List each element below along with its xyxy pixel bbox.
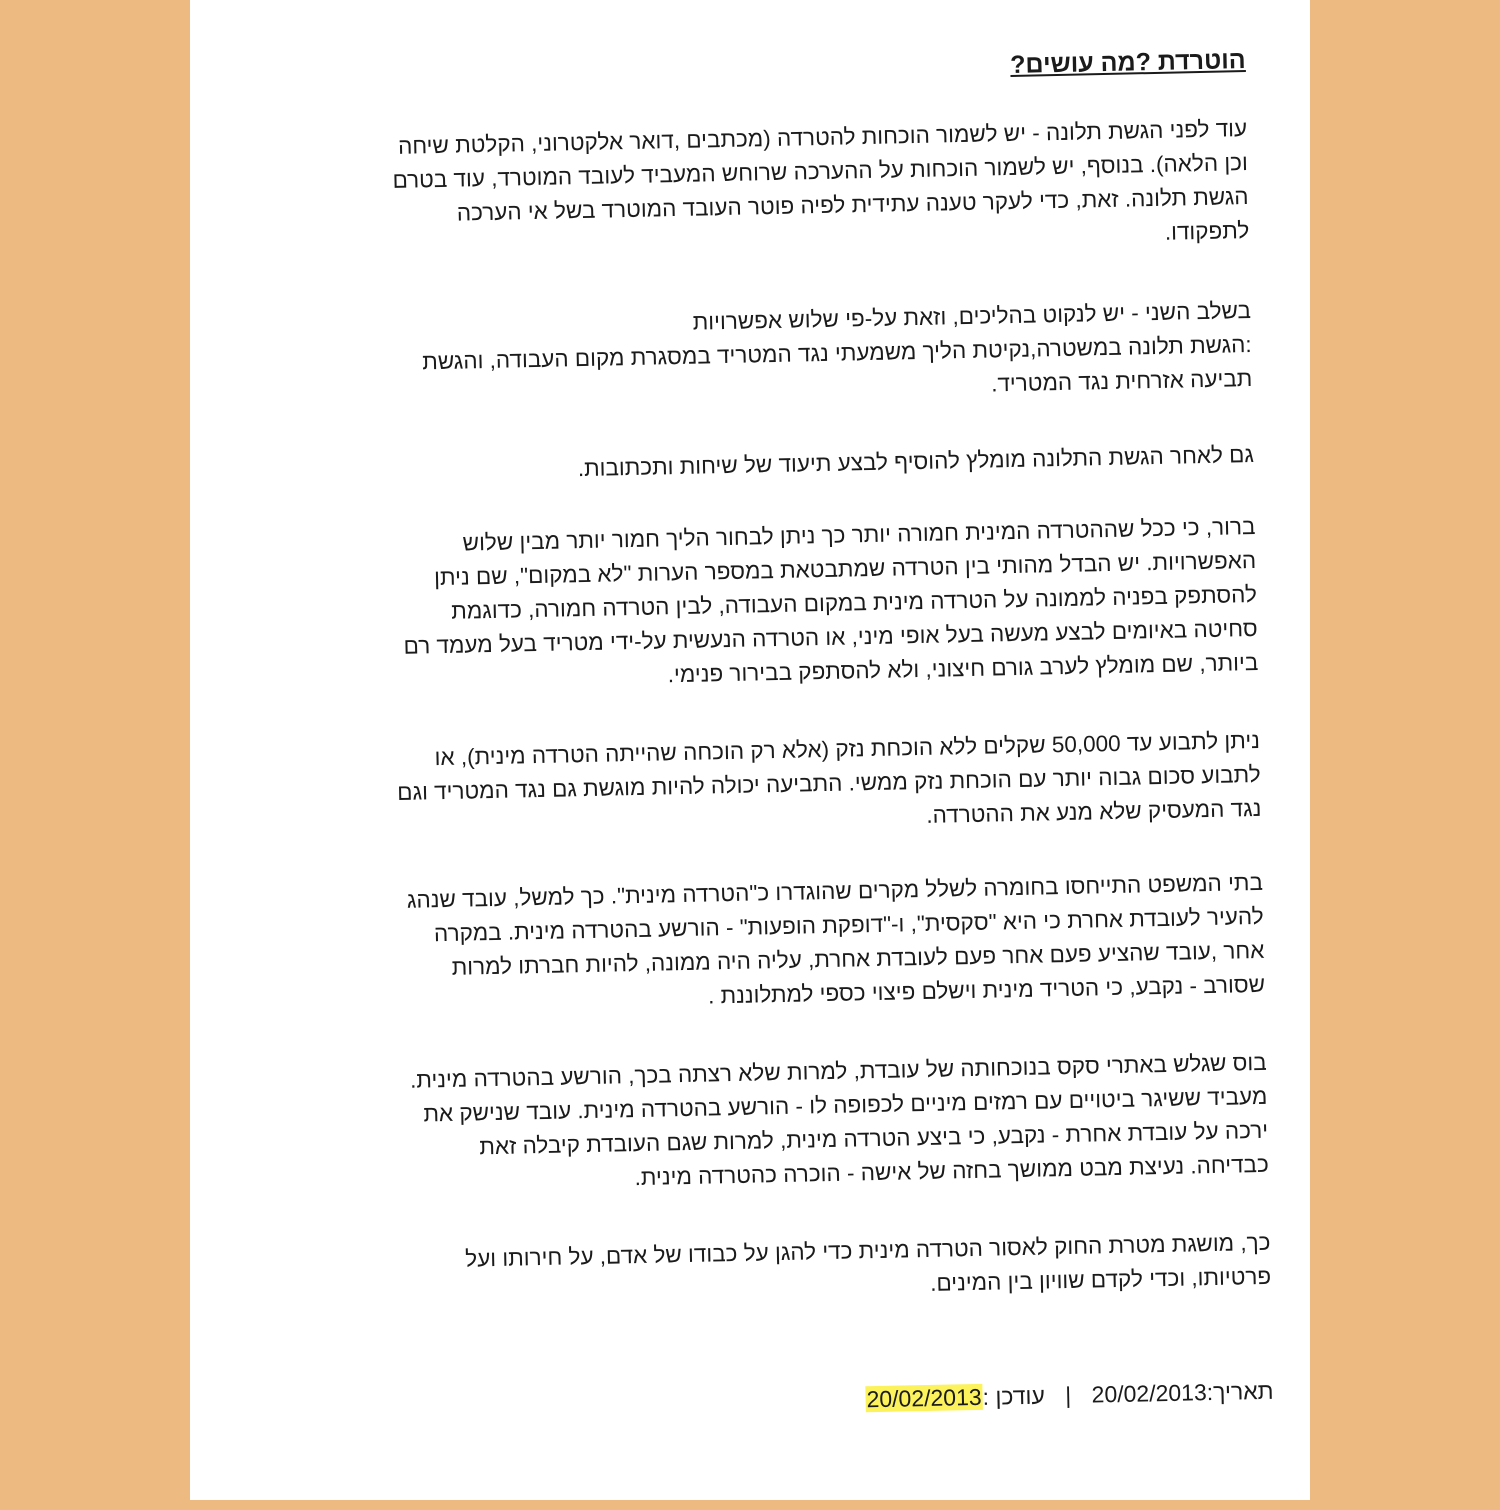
text-line: הגשת תלונה. זאת, כדי לעקר טענה עתידית לפיה פוטר העובד המוטרד בשל אי הערכה: [456, 184, 1249, 226]
text-line: אחר ,עובד שהציע פעם אחר פעם לעובדת אחרת, עליה היה ממונה, להיות חברתו למרות: [451, 937, 1265, 980]
document-title: הוטרדת ?מה עושים?: [1009, 46, 1246, 79]
date-value: 20/02/2013: [1091, 1379, 1208, 1408]
text-line: להעיר לעובדת אחרת כי היא "סקסית", ו-"דופקת הופעות" - הורשע בהטרדה מינית. במקרה: [433, 903, 1264, 947]
text-line: להסתפק בפניה לממונה על הטרדה מינית במקום העבודה, לבין הטרדה חמורה, כדוגמת: [451, 581, 1258, 624]
text-line: בתי המשפט התייחסו בחומרה לשלל מקרים שהוגדרו כ"הטרדה מינית". כך למשל, עובד שנהג: [406, 869, 1264, 913]
date-separator: |: [1064, 1381, 1072, 1409]
text-line: ברור, כי ככל שההטרדה המינית חמורה יותר כך ניתן לבחור הליך חמור יותר מבין שלוש: [462, 513, 1256, 556]
text-line: בשלב השני - יש לנקוט בהליכים, וזאת על-פי שלוש אפשרויות: [692, 297, 1252, 335]
text-line: :הגשת תלונה במשטרה,נקיטת הליך משמעתי נגד המטריד במסגרת מקום העבודה, והגשת: [422, 331, 1252, 375]
text-line: פרטיותו, וכדי לקדם שוויון בין המינים.: [929, 1263, 1272, 1296]
paragraph-court-cases: [407, 866, 1266, 1020]
text-line: ביותר, שם מומלץ לערב גורם חיצוני, ולא להסתפק בבירור פנימי.: [667, 649, 1259, 688]
paragraph-compensation: [396, 724, 1261, 844]
text-line: סחיטה באיומים לבצע מעשה בעל אופי מיני, או הטרדה הנעשית על-ידי מטריד בעל מעמד רם: [403, 615, 1258, 659]
date-footer: [865, 1378, 1274, 1414]
paragraph-evidence: [391, 112, 1249, 266]
text-line: בוס שגלש באתרי סקס בנוכחותה של עובדת, למרות שלא רצתה בכך, הורשע בהטרדה מינית.: [409, 1049, 1267, 1093]
paragraph-severity: [401, 510, 1259, 698]
text-line: תביעה אזרחית נגד המטריד.: [990, 365, 1253, 397]
text-line: ירכה על עובדת אחרת - נקבע, כי ביצע הטרדה מינית, למרות שגם העובדת קיבלה זאת: [479, 1117, 1269, 1160]
text-line: נגד המעסיק שלא מנע את ההטרדה.: [926, 795, 1262, 828]
text-line: כבדיחה. נעיצת מבט ממושך בחזה של אישה - הוכרה כהטרדה מינית.: [634, 1151, 1270, 1191]
updated-label: עודכן :: [982, 1382, 1046, 1410]
document-content: [279, 0, 1275, 1510]
text-line: וכן הלאה). בנוסף, יש לשמור הוכחות על ההערכה שרוחש המעביד לעובד המוטרד, עוד בטרם: [392, 150, 1249, 193]
paragraph-documentation: [577, 438, 1254, 486]
paragraph-second-stage: [421, 294, 1252, 413]
text-line: שסורב - נקבע, כי הטריד מינית וישלם פיצוי כספי למתלוננת .: [707, 971, 1266, 1009]
text-line: האפשרויות. יש הבדל מהותי בין הטרדה שמתבטאת במספר הערות "לא במקום", שם ניתן: [433, 547, 1257, 591]
date-label: תאריך:: [1206, 1377, 1274, 1406]
paragraph-examples: [410, 1046, 1269, 1200]
text-line: ניתן לתבוע עד 50,000 שקלים ללא הוכחת נזק (אלא רק הוכחה שהייתה הטרדה מינית), או: [434, 727, 1261, 771]
paragraph-conclusion: [465, 1226, 1272, 1311]
text-line: לתפקודו.: [1164, 218, 1250, 245]
text-line: מעביד ששיגר ביטויים עם רמזים מיניים לכפופה לו - הורשע בהטרדה מינית. עובד שנישק את: [423, 1083, 1268, 1127]
text-line: גם לאחר הגשת התלונה מומלץ להוסיף לבצע תיעוד של שיחות ותכתובות.: [577, 441, 1255, 482]
text-line: לתבוע סכום גבוה יותר עם הוכחת נזק ממשי. התביעה יכולה להיות מוגשת גם נגד המטריד וגם: [397, 761, 1261, 805]
document-page: [190, 0, 1310, 1500]
updated-date-value: 20/02/2013: [866, 1383, 982, 1413]
text-line: עוד לפני הגשת תלונה - יש לשמור הוכחות להטרדה (מכתבים ,דואר אלקטרוני, הקלטת שיחה: [397, 116, 1248, 159]
text-line: כך, מושגת מטרת החוק לאסור הטרדה מינית כדי להגן על כבודו של אדם, על חירותו ועל: [464, 1229, 1271, 1272]
